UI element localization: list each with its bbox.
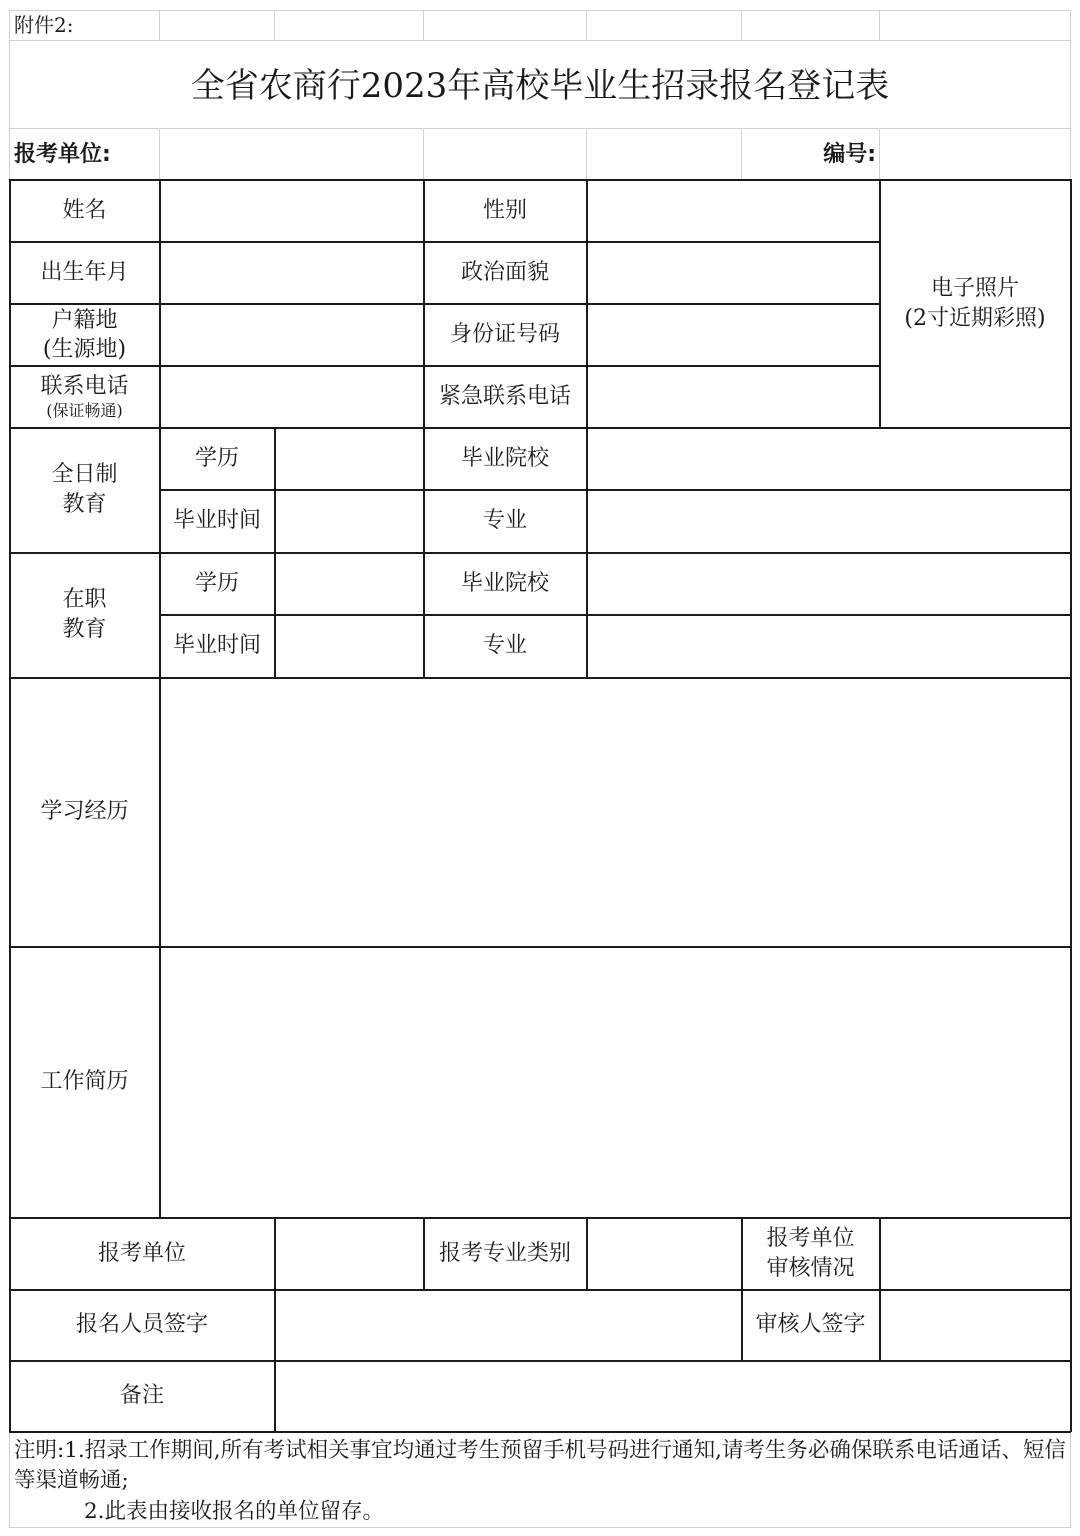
phone-label: [10, 366, 159, 427]
onjob-major-label: 专业: [482, 633, 527, 658]
remark-label: 备注: [119, 1383, 164, 1408]
phone-label-sub: (保证畅通): [46, 400, 123, 420]
political-status-label: 政治面貌: [460, 259, 549, 285]
phone-label-main: 联系电话: [40, 373, 129, 399]
work-history-field[interactable]: [161, 948, 1070, 1217]
fulltime-grad-time-field[interactable]: [276, 491, 423, 552]
photo-box[interactable]: [880, 180, 1070, 427]
attachment-label: 附件2:: [14, 13, 74, 37]
political-status-field[interactable]: [588, 243, 879, 303]
notes-line-2: 2.此表由接收报名的单位留存。: [84, 1499, 385, 1524]
onjob-grad-time-field[interactable]: [276, 616, 423, 677]
hukou-label-main: 户籍地: [51, 307, 118, 333]
major-category-field[interactable]: [588, 1219, 741, 1289]
hukou-label: [10, 304, 159, 365]
apply-unit-label: 报考单位: [97, 1240, 186, 1266]
work-history-label: 工作简历: [40, 1069, 129, 1094]
applicant-signature-label: 报名人员签字: [75, 1312, 208, 1337]
gender-label: 性别: [482, 197, 527, 223]
onjob-school-label: 毕业院校: [460, 570, 549, 596]
fulltime-degree-label: 学历: [194, 445, 239, 471]
onjob-degree-field[interactable]: [276, 554, 423, 614]
applicant-signature-field[interactable]: [276, 1291, 741, 1360]
notes-line-1: 注明:1.招录工作期间,所有考试相关事宜均通过考生预留手机号码进行通知,请考生务必确保联系电话通话、短信等渠道畅通;: [14, 1438, 1066, 1493]
unit-review-label: 报考单位 审核情况: [766, 1225, 855, 1281]
fulltime-education-label: 全日制 教育: [51, 462, 118, 517]
study-history-field[interactable]: [161, 679, 1070, 946]
onjob-education-label: 在职 教育: [62, 587, 107, 642]
birth-label: 出生年月: [40, 259, 129, 285]
serial-number-label: 编号:: [823, 142, 876, 167]
onjob-grad-time-label: 毕业时间: [172, 633, 261, 658]
form-title: 全省农商行2023年高校毕业生招录报名登记表: [190, 66, 890, 106]
phone-field[interactable]: [161, 367, 423, 427]
fulltime-major-label: 专业: [482, 508, 527, 533]
onjob-degree-label: 学历: [194, 570, 239, 596]
id-number-label: 身份证号码: [449, 321, 560, 347]
birth-field[interactable]: [161, 243, 423, 303]
apply-unit-field[interactable]: [276, 1219, 423, 1289]
fulltime-grad-time-label: 毕业时间: [172, 508, 261, 533]
hukou-label-sub: (生源地): [42, 336, 127, 362]
fulltime-degree-field[interactable]: [276, 429, 423, 489]
reviewer-signature-label: 审核人签字: [755, 1312, 866, 1337]
apply-unit-header-label: 报考单位:: [14, 142, 111, 167]
onjob-school-field[interactable]: [588, 554, 1070, 614]
major-category-label: 报考专业类别: [438, 1240, 571, 1266]
reviewer-signature-field[interactable]: [881, 1291, 1070, 1360]
study-history-label: 学习经历: [40, 799, 129, 824]
fulltime-school-field[interactable]: [588, 429, 1070, 489]
name-field[interactable]: [161, 181, 423, 241]
apply-unit-header-field[interactable]: [160, 130, 740, 180]
gender-field[interactable]: [588, 181, 879, 241]
onjob-major-field[interactable]: [588, 616, 1070, 677]
fulltime-major-field[interactable]: [588, 491, 1070, 552]
fulltime-school-label: 毕业院校: [460, 445, 549, 471]
name-label: 姓名: [62, 197, 107, 223]
unit-review-field[interactable]: [881, 1219, 1070, 1289]
emergency-phone-label: 紧急联系电话: [438, 383, 571, 409]
remark-field[interactable]: [276, 1362, 1070, 1431]
serial-number-field[interactable]: [880, 130, 1070, 180]
id-number-field[interactable]: [588, 305, 879, 365]
hukou-field[interactable]: [161, 305, 423, 365]
photo-sub-label: (2寸近期彩照): [904, 305, 1046, 331]
photo-label: 电子照片: [930, 275, 1019, 301]
emergency-phone-field[interactable]: [588, 367, 879, 427]
